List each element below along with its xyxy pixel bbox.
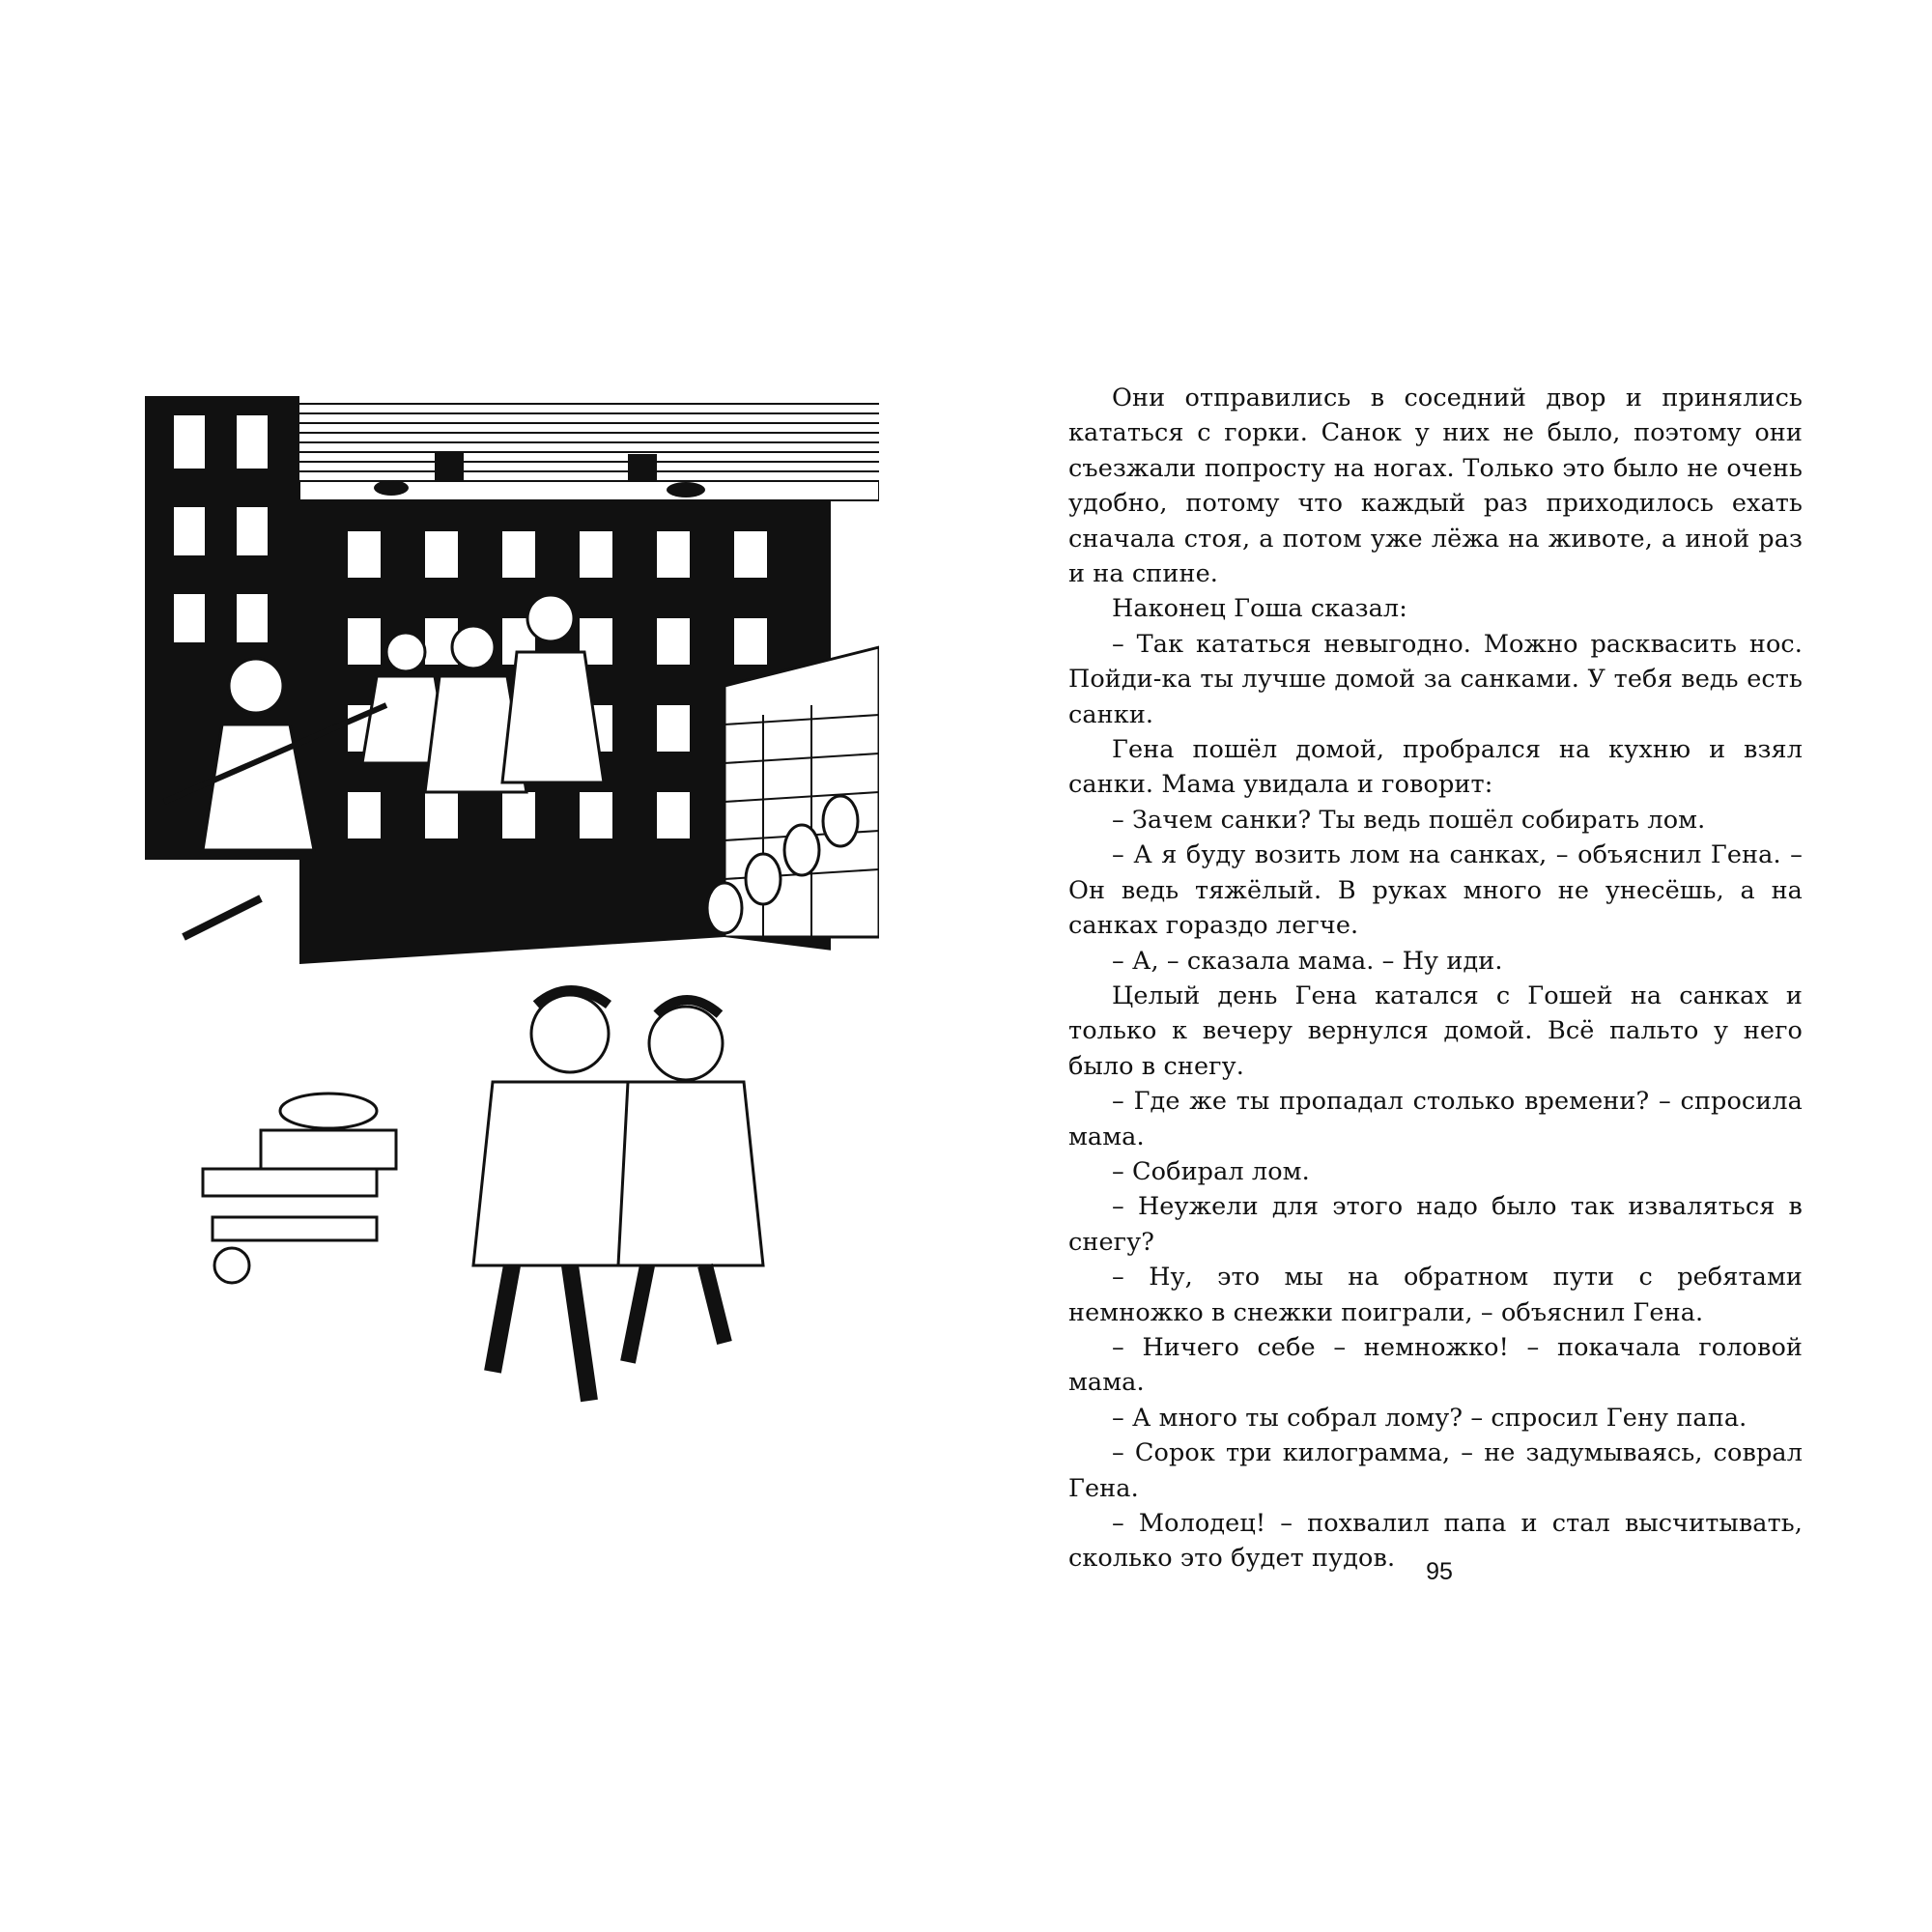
ink-drawing-icon: [145, 396, 879, 1439]
paragraph: – Ничего себе – немножко! – покачала головой мама.: [1068, 1332, 1803, 1398]
page-number: 95: [1426, 1558, 1453, 1585]
paragraph: – Неужели для этого надо было так изваляться в снегу?: [1068, 1192, 1803, 1257]
paragraph: – Собирал лом.: [1112, 1156, 1310, 1186]
paragraph: Наконец Гоша сказал:: [1112, 594, 1407, 624]
paragraph: – Зачем санки? Ты ведь пошёл собирать лом.: [1112, 805, 1706, 835]
paragraph: – А я буду возить лом на санках, – объяснил Гена. – Он ведь тяжёлый. В руках много не унесёшь, а на санках гораздо легче.: [1068, 840, 1803, 941]
paragraph: – А много ты собрал лому? – спросил Гену папа.: [1112, 1403, 1747, 1433]
paragraph: – Молодец! – похвалил папа и стал высчитывать, сколько это будет пудов.: [1068, 1509, 1803, 1574]
paragraph: – Так кататься невыгодно. Можно расквасить нос. Пойди-ка ты лучше домой за санками. У тебя ведь есть санки.: [1068, 629, 1803, 729]
illustration: [145, 396, 879, 1439]
paragraph: – Ну, это мы на обратном пути с ребятами немножко в снежки поиграли, – объяснил Гена.: [1068, 1263, 1803, 1327]
paragraph: – Сорок три килограмма, – не задумываясь, соврал Гена.: [1068, 1438, 1803, 1503]
paragraph: Целый день Гена катался с Гошей на санках и только к вечеру вернулся домой. Всё пальто у него было в снегу.: [1068, 980, 1803, 1081]
paragraph: Гена пошёл домой, пробрался на кухню и взял санки. Мама увидала и говорит:: [1068, 735, 1803, 800]
paragraph: – Где же ты пропадал столько времени? – спросила мама.: [1068, 1087, 1803, 1151]
paragraph: Они отправились в соседний двор и принялись кататься с горки. Санок у них не было, поэтому они съезжали попросту на ногах. Только это было не очень удобно, потому что каждый раз приходилось ехать сначала стоя, а потом уже лёжа на животе, а иной раз и на спине.: [1068, 384, 1803, 589]
text-page: [1068, 381, 1803, 1577]
paragraph: – А, – сказала мама. – Ну иди.: [1112, 946, 1503, 976]
